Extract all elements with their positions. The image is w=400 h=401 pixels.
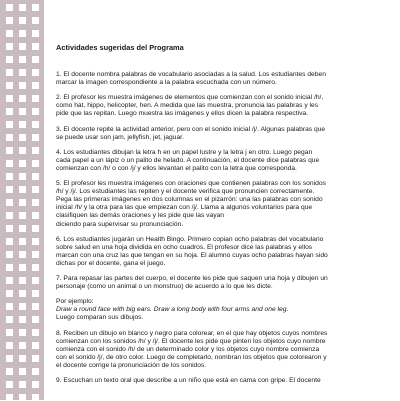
rail-square [6, 238, 13, 245]
rail-square [32, 264, 39, 271]
text-line: 4. Los estudiantes dibujan la letra h en un papel lustre y la letra j en otro. Luego pegan [56, 148, 313, 156]
rail-square [19, 303, 26, 310]
rail-square [19, 212, 26, 219]
activity-item-5 [56, 180, 389, 228]
text-line: /h/ y /j/. Los estudiantes las repiten y el docente verifica que pronuncien correctamente. [56, 188, 315, 196]
rail-square [19, 17, 26, 24]
rail-square [6, 4, 13, 11]
rail-square [19, 264, 26, 271]
rail-square [32, 69, 39, 76]
rail-square [32, 173, 39, 180]
rail-square [19, 56, 26, 63]
text-line: 2. El profesor les muestra imágenes de elementos que comienzan con el sonido inicial /h/, [56, 94, 324, 102]
text-line: 6. Los estudiantes jugarán un Health Bingo. Primero copian ocho palabras del vocabulario [56, 235, 324, 243]
rail-square [19, 82, 26, 89]
rail-square [19, 342, 26, 349]
rail-square [19, 108, 26, 115]
rail-square [19, 69, 26, 76]
text-line: Pega las primeras imágenes en dos columnas en el pizarrón: una las palabras con sonido [56, 196, 323, 204]
rail-square [6, 225, 13, 232]
activity-item-8 [56, 330, 389, 370]
rail-square [6, 381, 13, 388]
rail-square [19, 316, 26, 323]
rail-square [6, 186, 13, 193]
text-line: sobre salud en una hoja dividida en ocho cuadros. El profesor dice las palabras y ellos [56, 243, 313, 251]
rail-square [32, 290, 39, 297]
text-line: con el sonido /j/, de otro color. Luego de completarlo, nombran los objetos que colorearon y [56, 353, 327, 361]
rail-square [32, 303, 39, 310]
rail-square [32, 225, 39, 232]
rail-square [19, 290, 26, 297]
document-page [56, 44, 389, 385]
decorative-side-rail [0, 0, 44, 400]
text-line: 1. El docente nombra palabras de vocabulario asociadas a la salud. Los estudiantes deben [56, 71, 326, 79]
rail-square [32, 30, 39, 37]
text-line: Luego comparan sus dibujos. [56, 314, 144, 322]
rail-square [32, 108, 39, 115]
rail-square [32, 342, 39, 349]
rail-square [6, 43, 13, 50]
rail-square [19, 186, 26, 193]
rail-square [6, 30, 13, 37]
rail-square [32, 238, 39, 245]
rail-square [6, 82, 13, 89]
rail-square [32, 17, 39, 24]
activity-item-9 [56, 377, 389, 385]
rail-square [6, 316, 13, 323]
rail-square [6, 69, 13, 76]
rail-square [6, 264, 13, 271]
activity-item-2 [56, 94, 389, 118]
rail-square [6, 355, 13, 362]
rail-square [6, 342, 13, 349]
text-line: inicial /h/ y la otra para las que empiezan con /j/. Llama a algunos voluntarios para que [56, 204, 313, 212]
rail-square [6, 251, 13, 258]
text-line: pide que las repitan. Luego muestra las imágenes y ellos dicen la palabra respectiva. [56, 110, 309, 118]
text-line: marcar la imagen correspondiente a la palabra escuchada con un número. [56, 79, 277, 87]
rail-square [19, 368, 26, 375]
rail-square [19, 160, 26, 167]
rail-square [19, 355, 26, 362]
rail-square [32, 160, 39, 167]
text-line: dichas por el docente, gana el juego. [56, 259, 166, 267]
text-line: cada papel a un lápiz o un palito de helado. A continuación, el docente dice palabras que [56, 156, 320, 164]
text-line: diciendo para supervisar su pronunciación. [56, 220, 184, 228]
rail-square [32, 251, 39, 258]
rail-square [6, 329, 13, 336]
rail-square [6, 173, 13, 180]
rail-square [6, 108, 13, 115]
rail-square [6, 95, 13, 102]
rail-square [32, 316, 39, 323]
rail-square [19, 251, 26, 258]
rail-square [32, 212, 39, 219]
text-line: clasifiquen las demás oraciones y les pide que las vayan [56, 212, 225, 220]
rail-square [19, 277, 26, 284]
rail-square [32, 329, 39, 336]
rail-square [19, 121, 26, 128]
rail-square [19, 199, 26, 206]
rail-square [32, 186, 39, 193]
rail-square [6, 212, 13, 219]
rail-square [6, 160, 13, 167]
text-line: 3. El docente repite la actividad anterior, pero con el sonido inicial /j/. Algunas palabras que [56, 125, 326, 133]
rail-square [19, 4, 26, 11]
text-line: el docente corrige la pronunciación de los sonidos. [56, 361, 207, 369]
rail-square [32, 43, 39, 50]
rail-square [32, 4, 39, 11]
rail-square [32, 355, 39, 362]
rail-square [19, 134, 26, 141]
rail-square [6, 199, 13, 206]
rail-square [6, 121, 13, 128]
text-line: se puede usar son jam, jellyfish, jet, jaguar. [56, 133, 184, 141]
rail-square [32, 95, 39, 102]
rail-square [6, 17, 13, 24]
activity-item-4 [56, 149, 389, 173]
rail-square [19, 147, 26, 154]
rail-square [32, 82, 39, 89]
rail-square [32, 56, 39, 63]
rail-square [32, 368, 39, 375]
rail-square [32, 199, 39, 206]
activity-item-7-example [56, 298, 389, 322]
text-line: 8. Reciben un dibujo en blanco y negro para colorear, en el que hay objetos cuyos nombres [56, 329, 328, 337]
rail-square [6, 290, 13, 297]
activity-item-6 [56, 236, 389, 268]
rail-square [19, 43, 26, 50]
rail-square [6, 277, 13, 284]
rail-square [6, 56, 13, 63]
rail-square [32, 381, 39, 388]
text-line: Por ejemplo: [56, 298, 94, 306]
rail-square [32, 277, 39, 284]
rail-square [19, 381, 26, 388]
rail-square [19, 30, 26, 37]
rail-square [6, 368, 13, 375]
rail-square [6, 147, 13, 154]
example-line: Draw a round face with big ears. Draw a long body with four arms and one leg. [56, 306, 289, 314]
rail-square [19, 225, 26, 232]
text-line: comienza con el sonido /h/ de un determinado color y los objetos cuyo nombre comienza [56, 345, 320, 353]
rail-square [19, 95, 26, 102]
rail-square [32, 134, 39, 141]
activity-item-1 [56, 71, 389, 87]
rail-square [19, 173, 26, 180]
text-line: comienzan con los sonidos /h/ y /j/. El docente les pide que pinten los objetos cuyo nombre [56, 337, 326, 345]
text-line: marcan con una cruz las que tengan en su hoja. El alumno cuyas ocho palabras hayan sido [56, 251, 328, 259]
text-line: como hat, hippo, helicopter, hen. A medida que las muestra, pronuncia las palabras y les [56, 102, 319, 110]
rail-square [6, 303, 13, 310]
text-line: 5. El profesor les muestra imágenes con oraciones que contienen palabras con los sonidos [56, 180, 326, 188]
rail-square [19, 238, 26, 245]
text-line: 7. Para repasar las partes del cuerpo, el docente les pide que saquen una hoja y dibujen un [56, 275, 328, 283]
rail-square [6, 134, 13, 141]
text-line: comienzan con /h/ o con /j/ y ellos levantan el palito con la letra que corresponda. [56, 165, 297, 173]
text-line: 9. Escuchan un texto oral que describe a un niño que está en cama con gripe. El docente [56, 377, 321, 385]
activity-item-7 [56, 275, 389, 291]
activity-item-3 [56, 126, 389, 142]
document-title: Actividades sugeridas del Programa [56, 43, 184, 52]
rail-square [19, 329, 26, 336]
rail-square [32, 121, 39, 128]
text-line: personaje (como un animal o un monstruo) de acuerdo a lo que les dicte. [56, 283, 273, 291]
rail-square [32, 147, 39, 154]
